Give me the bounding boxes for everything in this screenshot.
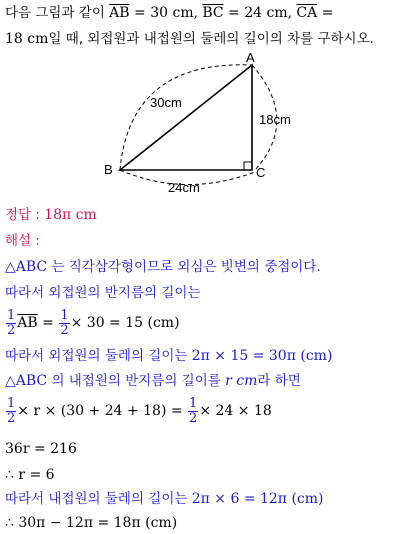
solution-line-3: $\frac{1}{2}$ $\overline{AB}$ = $\frac{1}{2}$ × 30 = 15 (cm) bbox=[7, 307, 180, 338]
ca-value: = bbox=[317, 5, 334, 21]
solution-line-8: ∴ r = 6 bbox=[5, 467, 55, 483]
fraction-half-3: $\frac{1}{2}$ bbox=[7, 395, 16, 426]
triangle-symbol-2: △ABC bbox=[5, 373, 48, 389]
vertex-c-label: C bbox=[256, 165, 266, 180]
segment-ab-ref: $\overline{AB}$ bbox=[17, 315, 38, 331]
segment-bc: $\overline{BC}$ bbox=[202, 5, 224, 21]
segment-ab: $\overline{AB}$ bbox=[109, 5, 130, 21]
right-angle-mark bbox=[244, 162, 252, 170]
problem-line-2 bbox=[5, 30, 374, 48]
ab-value: = 30 cm, bbox=[129, 5, 199, 21]
triangle-figure bbox=[0, 50, 400, 200]
inradius-var: r cm bbox=[225, 373, 258, 389]
solution-line-4 bbox=[5, 347, 332, 365]
circumference-calc: 2π × 15 = 30π (cm) bbox=[191, 348, 333, 364]
fraction-half: $\frac{1}{2}$ bbox=[7, 307, 16, 338]
side-ab-label: 30cm bbox=[150, 95, 182, 110]
problem-intro: 다음 그림과 같이 bbox=[5, 5, 105, 21]
area-equation-right: × 24 × 18 bbox=[199, 403, 272, 419]
side-ca-label: 18cm bbox=[259, 112, 291, 127]
bc-value: = 24 cm, bbox=[223, 5, 293, 21]
solution-line-1 bbox=[5, 258, 321, 276]
solution-text-5b: 라 하면 bbox=[257, 373, 301, 389]
answer-label: 정답 : bbox=[5, 207, 40, 223]
triangle-symbol: △ABC bbox=[5, 259, 48, 275]
solution-line-2: 따라서 외접원의 반지름의 길이는 bbox=[5, 285, 201, 301]
triangle-abc bbox=[120, 65, 252, 170]
fraction-half-2: $\frac{1}{2}$ bbox=[60, 307, 69, 338]
answer-line bbox=[5, 206, 97, 224]
solution-line-10: ∴ 30π − 12π = 18π (cm) bbox=[5, 515, 178, 531]
vertex-a-label: A bbox=[246, 50, 255, 65]
vertex-b-label: B bbox=[104, 162, 113, 177]
ca-length: 18 cm bbox=[5, 31, 49, 47]
solution-line-5 bbox=[5, 372, 301, 390]
side-bc-label: 24cm bbox=[168, 180, 200, 195]
solution-text-1: 는 직각삼각형이므로 외심은 빗변의 중점이다. bbox=[51, 259, 321, 275]
answer-value: 18π cm bbox=[44, 207, 97, 223]
solution-text-9: 따라서 내접원의 둘레의 길이는 bbox=[5, 491, 188, 507]
solution-text-4: 따라서 외접원의 둘레의 길이는 bbox=[5, 348, 188, 364]
circumradius-calc: × 30 = 15 (cm) bbox=[70, 315, 180, 331]
solution-label: 해설 : bbox=[5, 233, 40, 249]
segment-ca: $\overline{CA}$ bbox=[296, 5, 318, 21]
solution-text-5: 의 내접원의 반지름의 길이를 bbox=[51, 373, 221, 389]
problem-line-1 bbox=[5, 4, 333, 22]
solution-line-9 bbox=[5, 490, 324, 508]
incircle-circumference-calc: 2π × 6 = 12π (cm) bbox=[191, 491, 324, 507]
solution-line-6 bbox=[5, 396, 272, 426]
solution-line-7: 36r = 216 bbox=[5, 441, 77, 457]
fraction-half-4: $\frac{1}{2}$ bbox=[189, 395, 198, 426]
area-equation-left: × r × (30 + 24 + 18) = bbox=[17, 403, 188, 419]
problem-question: 일 때, 외접원과 내접원의 둘레의 길이의 차를 구하시오. bbox=[48, 31, 374, 47]
